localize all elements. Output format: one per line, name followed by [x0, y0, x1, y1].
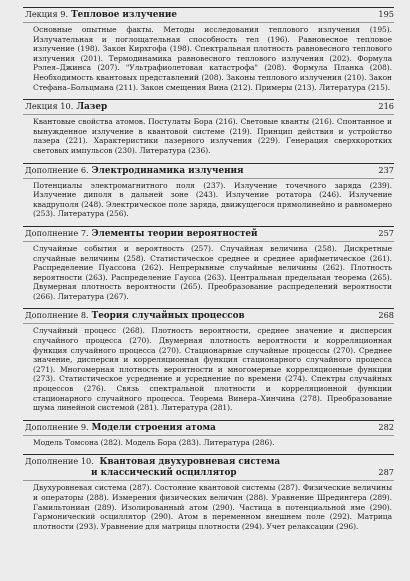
entry-title: Лазер — [76, 102, 108, 113]
toc-entry-lecture-10 — [23, 99, 394, 155]
toc-entry-appendix-7 — [23, 226, 394, 302]
page-number: 216 — [378, 101, 394, 112]
toc-entry-lecture-9 — [23, 7, 394, 92]
entry-label: Дополнение 7. — [25, 227, 89, 238]
page-number: 257 — [378, 227, 394, 238]
entry-contents: Квантовые свойства атомов. Постулаты Бора (216). Световые кванты (216). Спонтанное и вынужденное излучение в квантовой системе (219). Принцип действия и устройство лазера (221). Характеристики лазерного излучения (229). Генерация сверхкоротких световых импульсов (230). Литература (236). — [33, 117, 392, 155]
entry-contents: Случайный процесс (268). Плотность вероятности, среднее значение и дисперсия случайного процесса (270). Двумерная плотность вероятности и корреляционная функция случайного процесса (270). Стационарные случайные процессы (270). Среднее значение, дисперсия и корреляционная функция стационарного случайного процесса (271). Многомерная плотность вероятности и многомерные корреляционные функции (273). Статистическое усреднение и усреднение по времени (274). Спектры случайных процессов (276). Связь спектральной плотности и корреляционной функции стационарного случайного процесса. Теорема Винера–Хинчина (278). Преобразование шума линейной системой (281). Литература (281). — [33, 326, 392, 413]
entry-label: Дополнение 6. — [25, 164, 89, 175]
entry-label: Лекция 10. — [25, 101, 74, 112]
toc-heading — [23, 420, 394, 436]
entry-label: Дополнение 8. — [25, 310, 89, 321]
page-number: 237 — [378, 164, 394, 175]
toc-entry-appendix-6 — [23, 163, 394, 219]
toc-heading — [23, 226, 394, 242]
entry-contents: Потенциалы электромагнитного поля (237). Излучение точечного заряда (239). Излучение диполя в дальней зоне (243). Излучение ротатора (246). Излучение квадруполя (248). Электрическое поле заряда, движущегося прямолинейно и равномерно (253). Литература (256). — [33, 180, 392, 219]
toc-heading — [23, 7, 394, 23]
toc-heading — [23, 99, 394, 115]
page-number: 268 — [378, 310, 394, 321]
toc-heading — [23, 454, 394, 481]
entry-label: Дополнение 10. — [25, 456, 94, 467]
table-of-contents — [23, 7, 394, 538]
entry-contents: Случайные события и вероятность (257). Случайная величина (258). Дискретные случайные величины (258). Статистическое среднее и среднее арифметическое (261). Распределение Пуассона (262). Непрерывные случайные величины (262). Плотность вероятности (263). Распределение Гаусса (263). Центральная предельная теорема (265). Двумерная плотность вероятности (265). Преобразование распределений вероятности (266). Литература (267). — [33, 243, 392, 301]
page-number: 195 — [378, 9, 394, 19]
entry-title: Модели строения атома — [91, 422, 216, 433]
entry-title: Теория случайных процессов — [91, 311, 245, 322]
entry-title: Элементы теории вероятностей — [91, 228, 258, 239]
entry-title: Электродинамика излучения — [91, 165, 244, 176]
entry-title-continued: и классический осциллятор — [91, 468, 237, 479]
toc-entry-appendix-10 — [23, 454, 394, 531]
toc-heading — [23, 308, 394, 324]
entry-label: Лекция 9. — [25, 9, 69, 19]
toc-heading — [23, 163, 394, 179]
page-number: 282 — [378, 421, 394, 432]
entry-title: Квантовая двухуровневая система — [99, 457, 281, 468]
entry-contents: Основные опытные факты. Методы исследования теплового излучения (195). Излучательная и поглощательная способность тел (196). Равновесное тепловое излучение (198). Закон Кирхгофа (198). Спектральная плотность равновесного теплового излучения (201). Термодинамика равновесного теплового излучения (202). Формула Рэлея–Джинса (207). "Ультрафиолетовая катастрофа" (208). Формула Планка (208). Необходимость квантовых представлений (208). Законы теплового излучения (210). Закон Стефана–Больцмана (211). Закон смещения Вина (212). Примеры (213). Литература (215). — [33, 25, 392, 92]
entry-label: Дополнение 9. — [25, 421, 89, 432]
toc-entry-appendix-9 — [23, 420, 394, 448]
page-number: 287 — [378, 467, 394, 478]
entry-contents: Модель Томсона (282). Модель Бора (283). Литература (286). — [33, 437, 275, 447]
entry-title: Тепловое излучение — [71, 10, 177, 20]
entry-contents: Двухуровневая система (287). Состояние квантовой системы (287). Физические величины и операторы (288). Измерения физических величин (288). Уравнение Шредингера (289). Гамильтониан (289). Изолированный атом (290). Частица в потенциальной яме (290). Гармонический осциллятор (290). Атом в переменном внешнем поле (292). Матрица плотности (293). Уравнение для матрицы плотности (294). Учет релаксации (296). — [33, 483, 392, 531]
toc-entry-appendix-8 — [23, 308, 394, 412]
